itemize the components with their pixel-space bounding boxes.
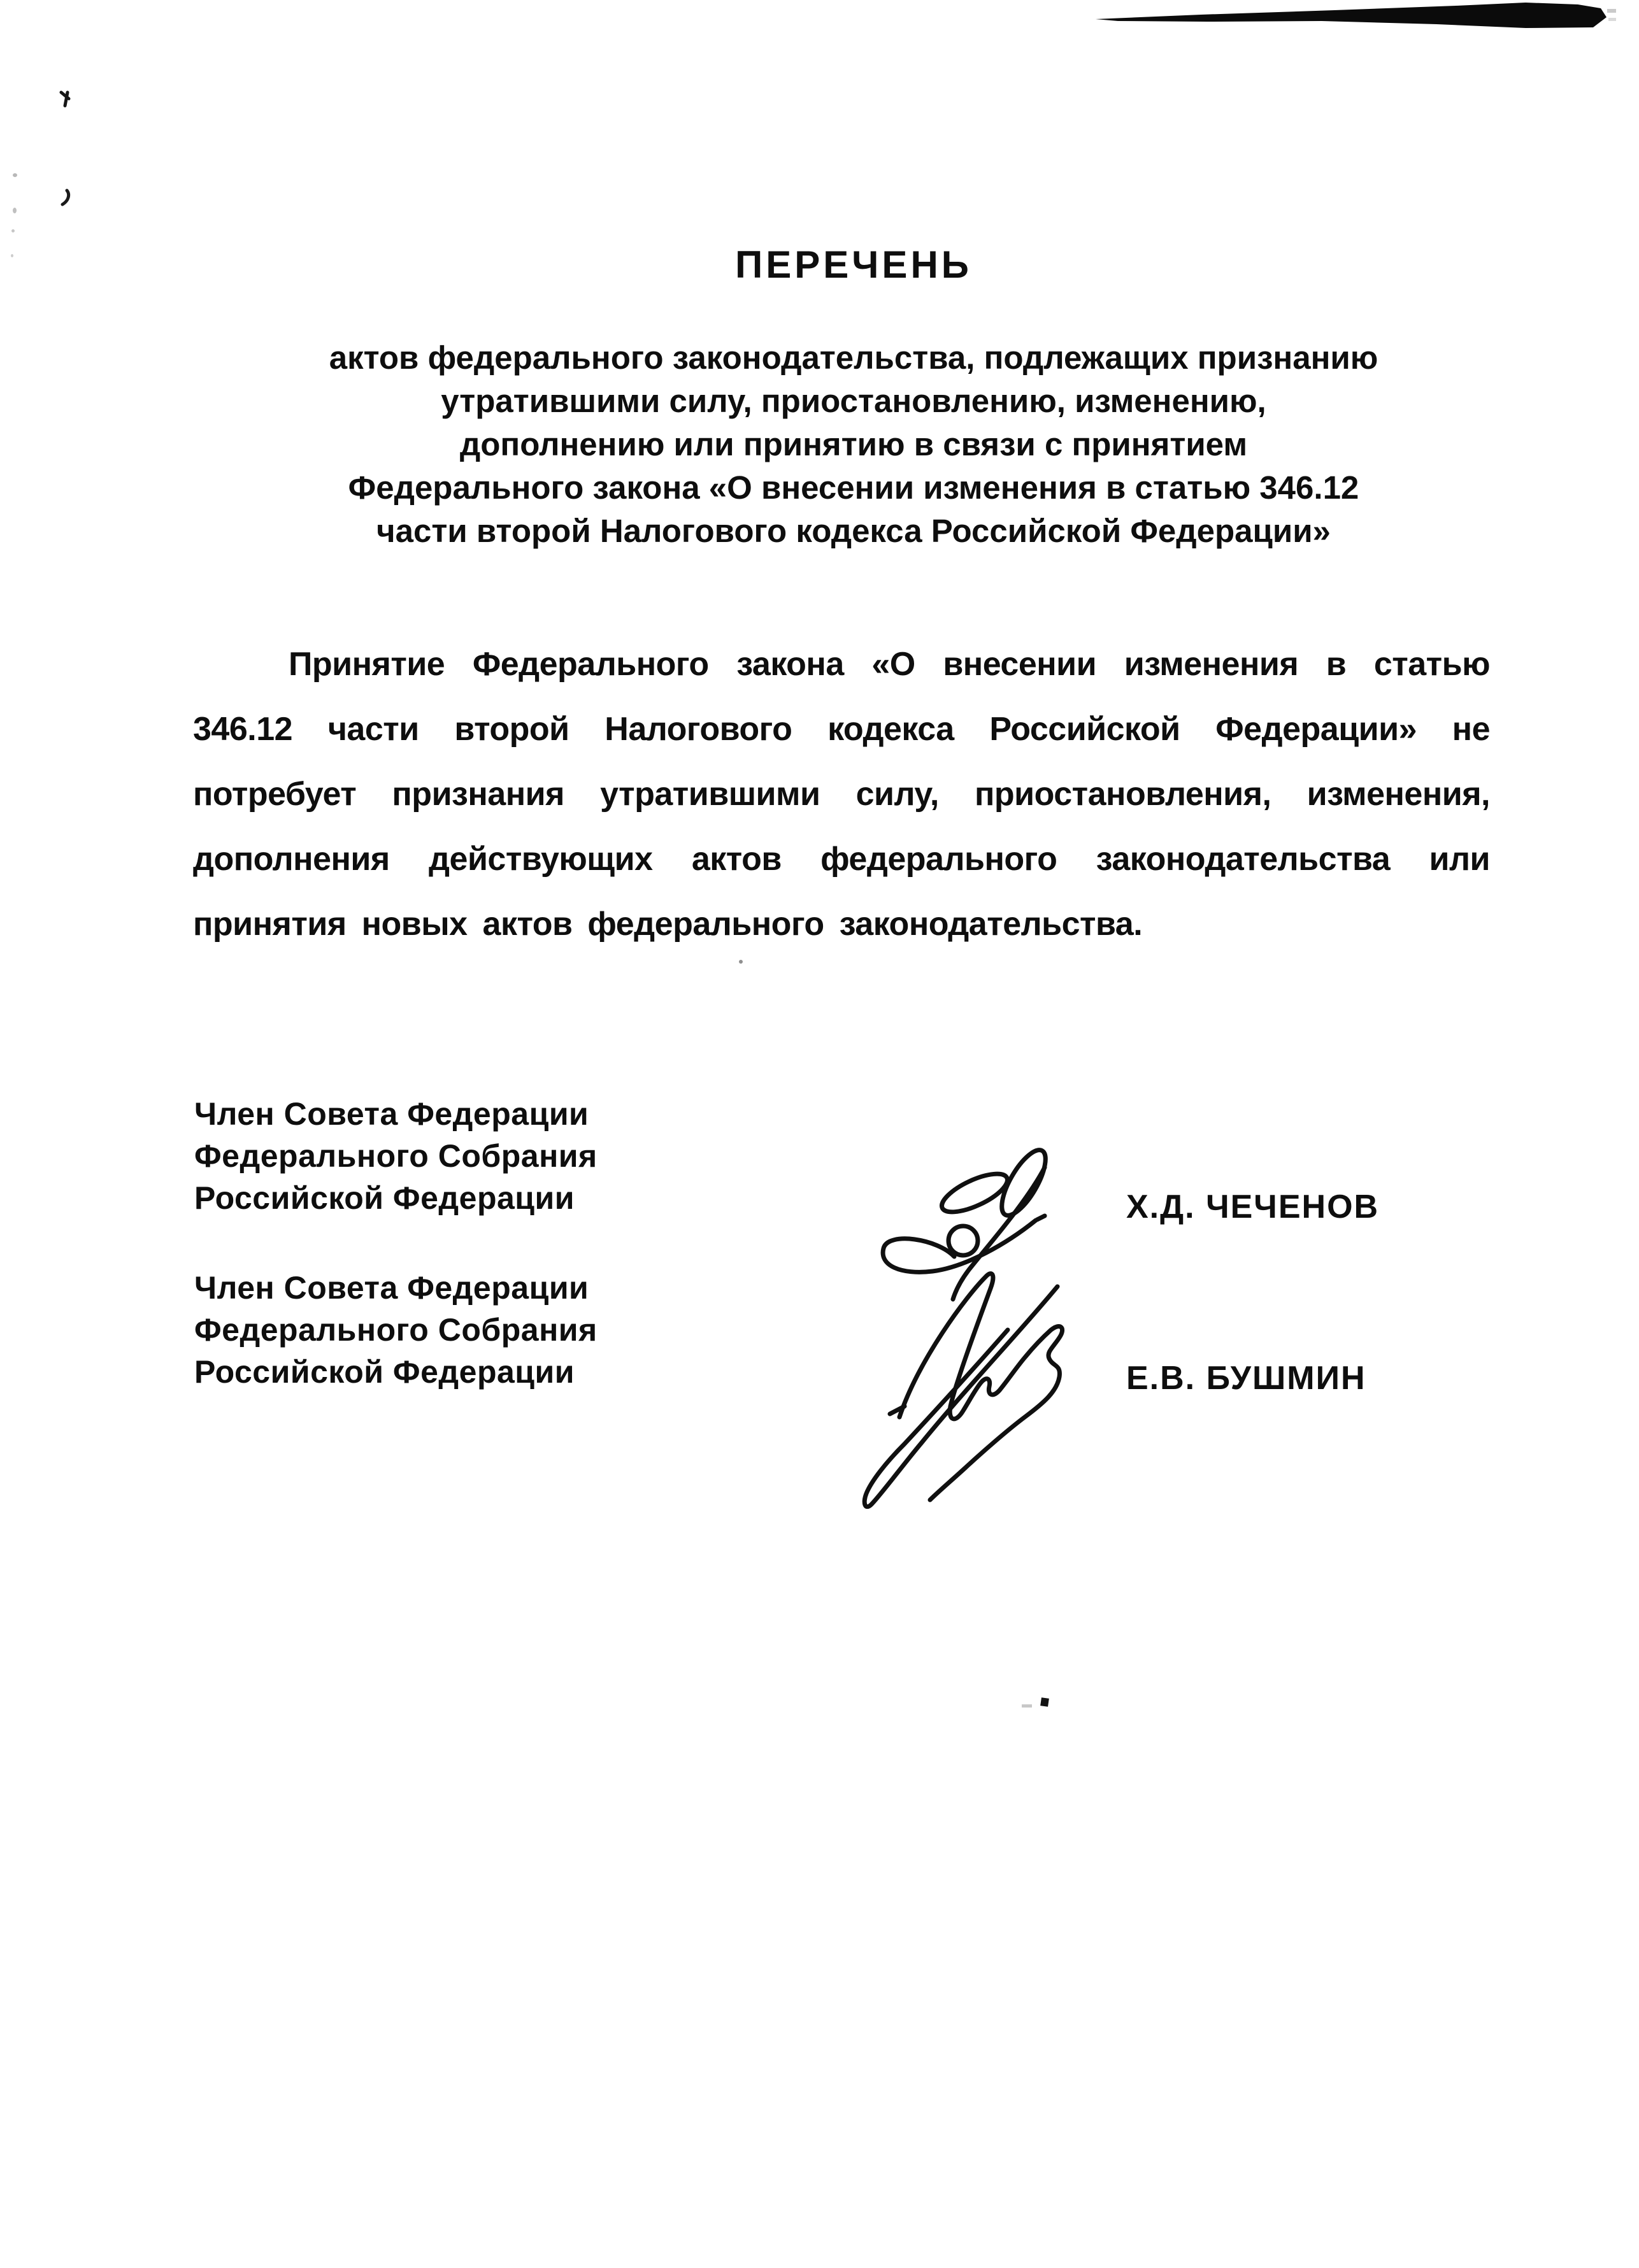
page-title: ПЕРЕЧЕНЬ [735,243,972,286]
signatory-role-line: Член Совета Федерации [194,1270,589,1306]
ink-speck [11,229,15,232]
subtitle-line: актов федерального законодательства, подлежащих признанию [329,339,1378,376]
ink-speck [11,254,13,257]
ink-speck-icon [60,189,71,206]
ink-speck [739,960,743,964]
body-line: 346.12 части второй Налогового кодекса Российской Федерации» не [193,711,1490,748]
body-line: Принятие Федерального закона «О внесении изменения в статью [289,646,1490,683]
body-paragraph [193,632,1490,957]
ink-speck-icon [59,89,74,108]
subtitle-line: Федерального закона «О внесении изменения в статью 346.12 [348,469,1359,506]
signatory-role-block [194,1267,768,1393]
body-line: дополнения действующих актов федерального законодательства или [193,841,1490,878]
signatory-role-line: Член Совета Федерации [194,1096,589,1132]
signatory-role-block [194,1093,768,1219]
signatory-role-line: Российской Федерации [194,1354,575,1390]
subtitle-line: части второй Налогового кодекса Российской Федерации» [376,513,1331,549]
body-line: принятия новых актов федерального законодательства. [193,906,1143,943]
ink-speck [1040,1697,1049,1707]
ink-speck [1022,1704,1032,1708]
ink-speck [13,173,17,177]
handwritten-signature [861,1143,1075,1513]
subtitle-line: дополнению или принятию в связи с принятием [459,426,1248,462]
ink-speck [13,208,17,213]
signatory-role-line: Федерального Собрания [194,1312,598,1348]
scan-streak-icon [1080,0,1621,33]
signatory-name: Х.Д. ЧЕЧЕНОВ [1126,1188,1380,1225]
signatory-role-line: Российской Федерации [194,1180,575,1216]
signatory-name: Е.В. БУШМИН [1126,1360,1366,1397]
document-subtitle [210,336,1497,553]
body-line: потребует признания утратившими силу, приостановления, изменения, [193,776,1490,813]
subtitle-line: утратившими силу, приостановлению, изменению, [441,383,1266,419]
signatory-role-line: Федерального Собрания [194,1138,598,1174]
